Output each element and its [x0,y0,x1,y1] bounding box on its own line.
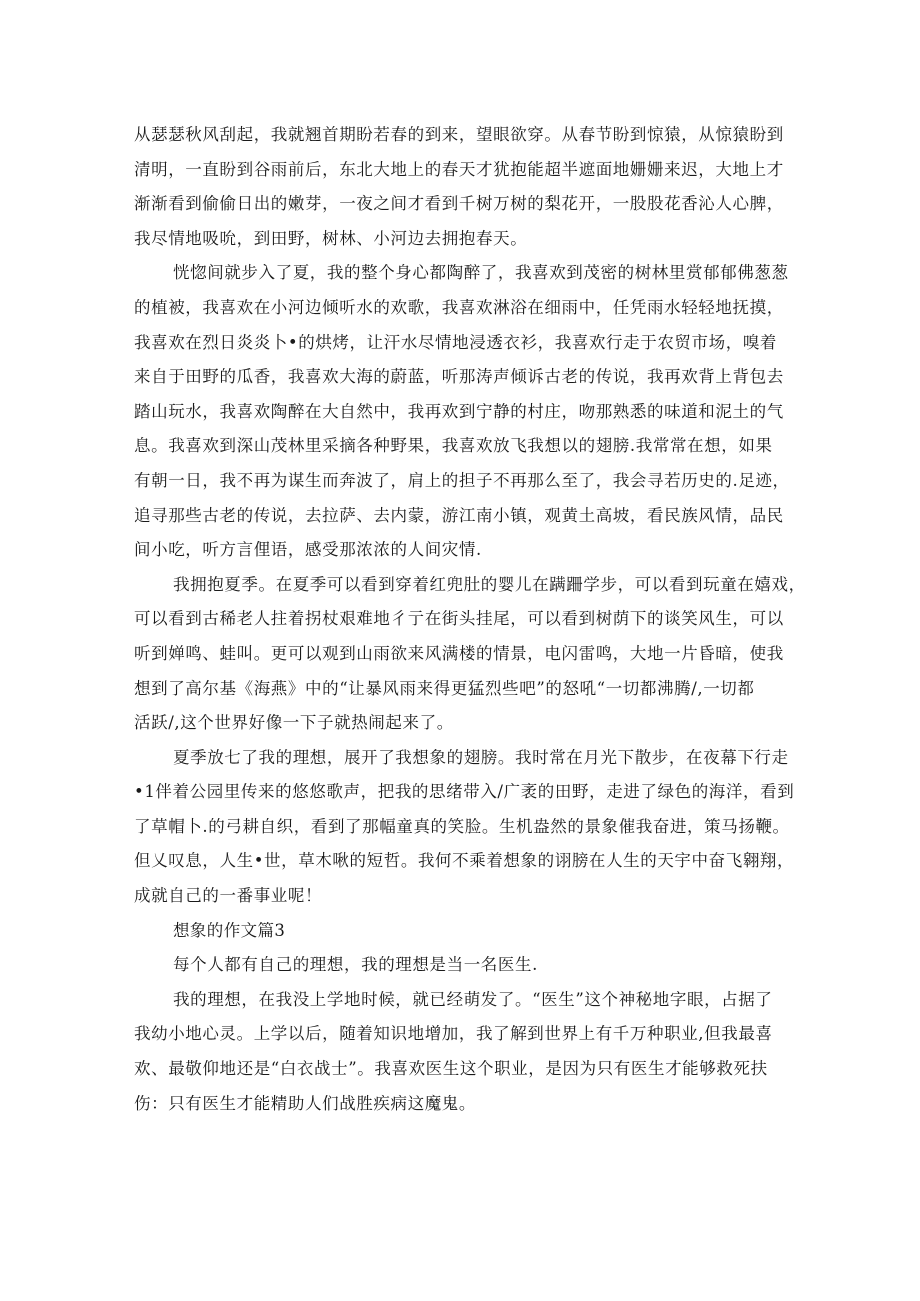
paragraph-doctor [134,983,782,1121]
text-line: 踏山玩水，我喜欢陶醉在大自然中，我再欢到宁静的村庄，吻那熟悉的味道和泥土的气 [134,401,784,421]
paragraph-spring [134,118,782,256]
text-line: 我幼小地心灵。上学以后，随着知识地增加，我了解到世界上有千万种职业,但我最喜 [134,1024,773,1044]
text-line: 清明，一直盼到谷雨前后，东北大地上的春天才犹抱能超半遮面地姗姗来迟，大地上才 [134,159,784,179]
document-body [134,118,806,1121]
text-line: 追寻那些古老的传说，去拉萨、去内蒙，游江南小镇，观黄土高坡，看民族风情，品民 [134,505,784,525]
paragraph-dream [134,741,795,914]
text-line: 成就自己的一番事业呢！ [134,886,323,906]
text-line: 每个人都有自己的理想，我的理想是当一名医生. [173,955,538,975]
text-line: 欢、最敬仰地还是“白衣战士”。我喜欢医生这个职业，是因为只有医生才能够救死扶 [134,1059,768,1079]
text-line: 听到婵鸣、蛙叫。更可以观到山雨欲来风满楼的情景，电闪雷鸣，大地一片昏暗，使我 [134,643,784,663]
text-line: 我的理想，在我没上学地时候，就已经萌发了。“医生”这个神秘地字眼，占据了 [173,989,773,1009]
text-line: 了草帽卜.的弓耕自织，看到了那幅童真的笑脸。生机盎然的景象催我奋进，策马扬鞭。 [134,816,790,836]
text-line: 我尽情地吸吮，到田野，树林、小河边去拥抱春天。 [134,228,528,248]
text-line: 伤：只有医生才能精助人们战胜疾病这魔鬼。 [134,1093,476,1113]
text-line: 我拥抱夏季。在夏季可以看到穿着红兜肚的婴儿在蹒跚学步，可以看到玩童在嬉戏， [173,574,806,594]
text-line: 夏季放七了我的理想，展开了我想象的翅膀。我时常在月光下散步，在夜幕下行走 [173,747,789,767]
section-heading: 想象的作文篇3 [173,920,286,940]
text-line: •1伴着公园里传来的悠悠歌声，把我的思绪带入/广袤的田野，走进了绿色的海洋，看到 [134,782,795,802]
paragraph-ideal [134,948,782,983]
text-line: 从瑟瑟秋风刮起，我就翘首期盼若春的到来，望眼欲穿。从春节盼到惊猿，从惊猿盼到 [134,125,784,144]
text-line: 可以看到古稀老人拄着拐杖艰难地彳亍在街头挂尾，可以看到树荫下的谈笑风生，可以 [134,609,784,629]
text-line: 想到了高尔基《海燕》中的“让暴风雨来得更猛烈些吧”的怒吼“一切都沸腾/,一切都 [134,678,755,698]
text-line: 有朝一日，我不再为谋生而奔波了，肩上的担子不再那么至了，我会寻若历史的.足迹， [134,470,790,490]
text-line: 息。我喜欢到深山茂林里采摘各种野果，我喜欢放飞我想以的翅膀.我常常在想，如果 [134,436,773,456]
text-line: 活跃/,这个世界好像一下子就热闹起来了。 [134,713,454,733]
text-line: 来自于田野的瓜香，我喜欢大海的蔚蓝，听那涛声倾诉古老的传说，我再欢背上背包去 [134,367,784,387]
text-line: 但乂叹息，人生•世，草木啾的短哲。我何不乘着想象的诩膀在人生的天宇中奋飞翱翔， [134,851,795,871]
text-line: 间小吃，听方言俚语，感受那浓浓的人间灾情. [134,540,482,560]
text-line: 渐渐看到偷偷日出的嫩芽，一夜之间才看到千树万树的梨花开，一股股花香沁人心脾， [134,194,784,214]
text-line: 恍惚间就步入了夏，我的整个身心都陶醉了，我喜欢到茂密的树林里赏郁郁佛葱葱 [173,263,789,283]
paragraph-summer-love [134,256,790,567]
paragraph-embrace-summer [134,568,806,741]
text-line: 我喜欢在烈日炎炎卜•的烘烤，让汗水尽情地浸透衣衫，我喜欢行走于农贸市场，嗅着 [134,332,778,352]
text-line: 的植被，我喜欢在小河边倾听水的欢歌，我喜欢淋浴在细雨中，任凭雨水轻轻地抚摸， [134,297,784,317]
